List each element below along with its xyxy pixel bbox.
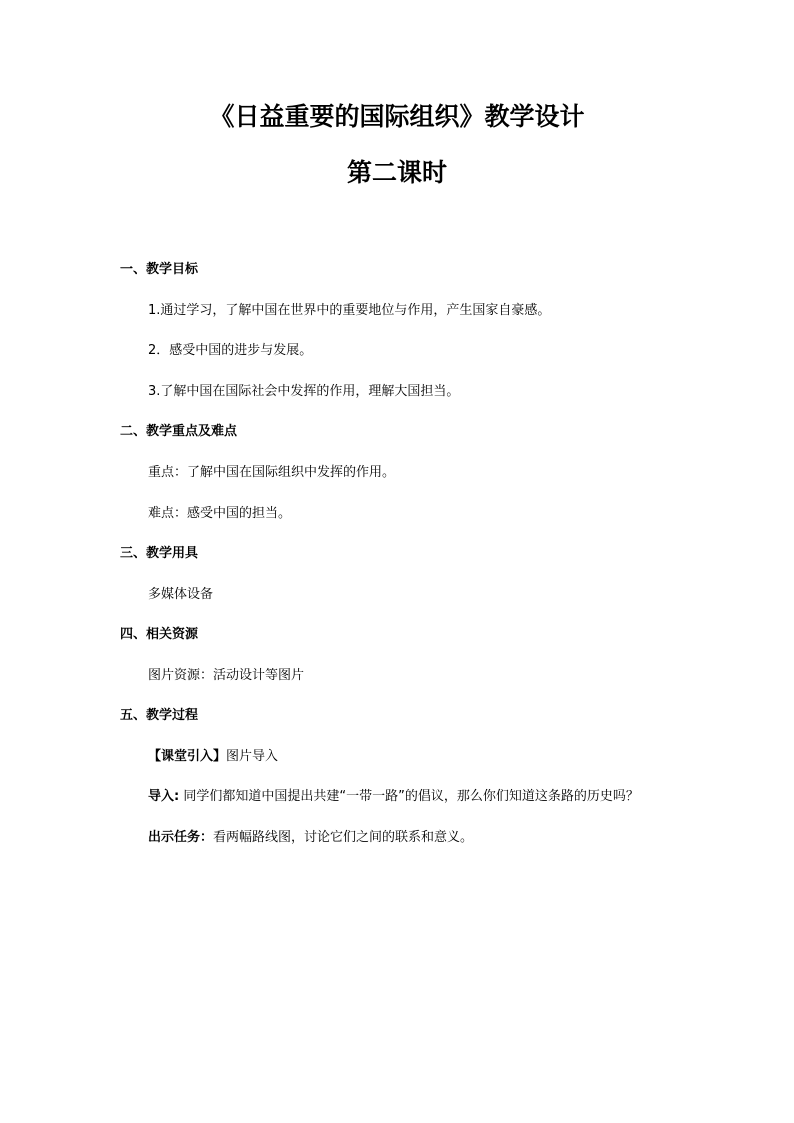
section-heading-tools: 三、教学用具 bbox=[120, 546, 199, 561]
tools-item: 多媒体设备 bbox=[148, 587, 214, 602]
section-heading-process: 五、教学过程 bbox=[120, 708, 199, 723]
section-heading-key-points: 二、教学重点及难点 bbox=[120, 424, 238, 439]
process-intro-text: 图片导入 bbox=[226, 749, 279, 764]
objective-item-2: 2．感受中国的进步与发展。 bbox=[148, 343, 313, 358]
objective-item-3: 3.了解中国在国际社会中发挥的作用，理解大国担当。 bbox=[148, 384, 460, 399]
document-title: 《日益重要的国际组织》教学设计 bbox=[209, 102, 585, 131]
objective-item-1: 1.通过学习，了解中国在世界中的重要地位与作用，产生国家自豪感。 bbox=[148, 303, 551, 318]
process-intro-line bbox=[148, 749, 278, 765]
difficult-point-item: 难点：感受中国的担当。 bbox=[148, 506, 292, 521]
process-task-text: 看两幅路线图，讨论它们之间的联系和意义。 bbox=[213, 830, 474, 845]
process-task-line bbox=[148, 830, 473, 846]
section-heading-objectives: 一、教学目标 bbox=[120, 262, 199, 277]
process-lead-text: 同学们都知道中国提出共建“一带一路”的倡议，那么你们知道这条路的历史吗？ bbox=[183, 789, 639, 804]
key-point-item: 重点：了解中国在国际组织中发挥的作用。 bbox=[148, 465, 396, 480]
process-task-label: 出示任务： bbox=[148, 830, 214, 845]
resources-item: 图片资源：活动设计等图片 bbox=[148, 668, 305, 683]
process-lead-label: 导入: bbox=[148, 789, 180, 804]
process-intro-label: 【课堂引入】 bbox=[148, 749, 227, 764]
section-heading-resources: 四、相关资源 bbox=[120, 627, 199, 642]
document-subtitle: 第二课时 bbox=[346, 158, 447, 187]
process-lead-line bbox=[148, 789, 639, 805]
